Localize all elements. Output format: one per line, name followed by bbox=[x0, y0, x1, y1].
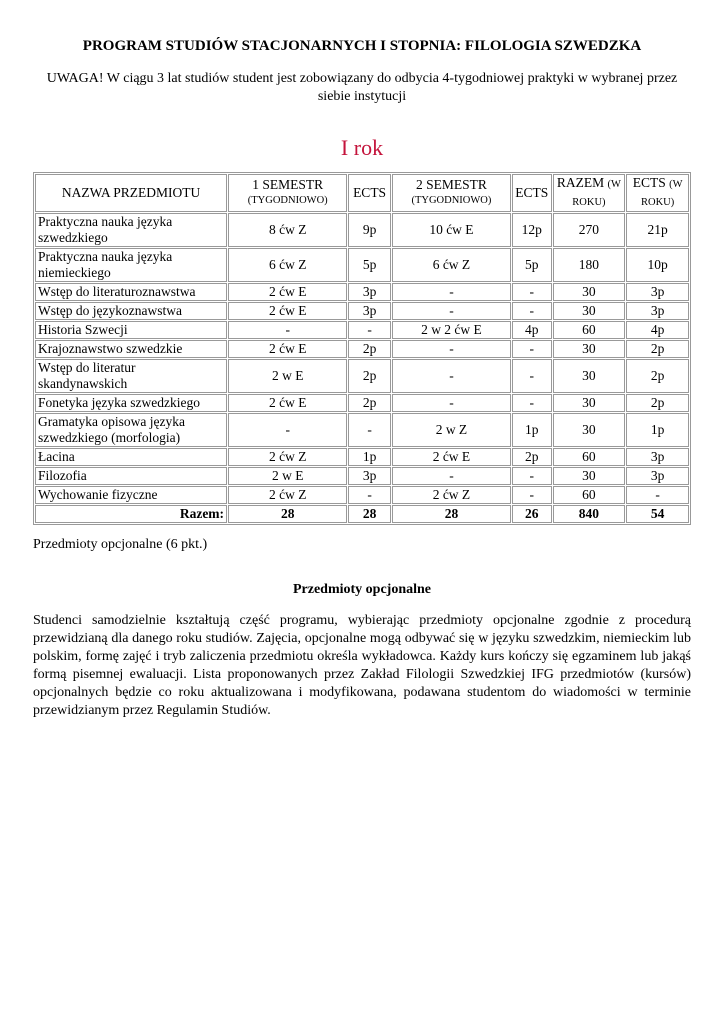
header-ects1: ECTS bbox=[348, 174, 390, 212]
header-ects-year bbox=[626, 174, 689, 212]
subject-name: Krajoznawstwo szwedzkie bbox=[35, 340, 227, 358]
sem2-hours: - bbox=[392, 340, 511, 358]
table-row bbox=[35, 359, 689, 393]
sem1-ects: 3p bbox=[348, 302, 390, 320]
year-hours: 60 bbox=[553, 321, 626, 339]
sem1-hours: 2 ćw Z bbox=[228, 448, 347, 466]
year-hours: 30 bbox=[553, 302, 626, 320]
year-hours: 270 bbox=[553, 213, 626, 247]
header-razem-label: RAZEM bbox=[556, 175, 605, 190]
sem2-hours: - bbox=[392, 394, 511, 412]
year-ects: 3p bbox=[626, 302, 689, 320]
year-hours: 30 bbox=[553, 283, 626, 301]
sem2-ects: - bbox=[512, 359, 551, 393]
header-sem2-sub: (TYGODNIOWO) bbox=[411, 195, 492, 206]
optional-credits-note: Przedmioty opcjonalne (6 pkt.) bbox=[33, 537, 208, 552]
optional-heading: Przedmioty opcjonalne bbox=[292, 582, 432, 597]
sem2-hours: 6 ćw Z bbox=[392, 248, 511, 282]
header-sem1 bbox=[228, 174, 347, 212]
year-ects: 3p bbox=[626, 283, 689, 301]
year-hours: 30 bbox=[553, 394, 626, 412]
sem2-ects: 12p bbox=[512, 213, 551, 247]
header-razem bbox=[553, 174, 626, 212]
header-ects2: ECTS bbox=[512, 174, 551, 212]
sem1-hours: 2 ćw E bbox=[228, 394, 347, 412]
totals-ects1: 28 bbox=[348, 505, 390, 523]
year-ects: 21p bbox=[626, 213, 689, 247]
table-row bbox=[35, 340, 689, 358]
table-row bbox=[35, 448, 689, 466]
sem2-hours: 10 ćw E bbox=[392, 213, 511, 247]
year-hours: 30 bbox=[553, 359, 626, 393]
sem1-ects: - bbox=[348, 413, 390, 447]
sem2-hours: - bbox=[392, 302, 511, 320]
sem2-ects: - bbox=[512, 394, 551, 412]
subject-name: Historia Szwecji bbox=[35, 321, 227, 339]
year-heading: I rok bbox=[340, 135, 384, 160]
sem1-hours: 2 ćw E bbox=[228, 302, 347, 320]
table-row bbox=[35, 486, 689, 504]
sem2-hours: - bbox=[392, 283, 511, 301]
sem2-hours: 2 ćw Z bbox=[392, 486, 511, 504]
sem1-ects: 2p bbox=[348, 394, 390, 412]
year-hours: 60 bbox=[553, 448, 626, 466]
table-row bbox=[35, 394, 689, 412]
sem1-ects: 1p bbox=[348, 448, 390, 466]
year-ects: 2p bbox=[626, 394, 689, 412]
table-row bbox=[35, 413, 689, 447]
sem1-hours: 2 ćw E bbox=[228, 283, 347, 301]
year-hours: 30 bbox=[553, 413, 626, 447]
year-ects: 4p bbox=[626, 321, 689, 339]
subject-name: Gramatyka opisowa języka szwedzkiego (morfologia) bbox=[35, 413, 227, 447]
sem1-hours: - bbox=[228, 413, 347, 447]
header-sem1-sub: (TYGODNIOWO) bbox=[247, 195, 328, 206]
sem1-hours: 2 w E bbox=[228, 467, 347, 485]
totals-label: Razem: bbox=[35, 505, 227, 523]
sem1-ects: 2p bbox=[348, 340, 390, 358]
sem1-ects: - bbox=[348, 321, 390, 339]
sem2-ects: 4p bbox=[512, 321, 551, 339]
header-ects-year-sub: (W ROKU) bbox=[641, 179, 683, 208]
header-sem2-label: 2 SEMESTR bbox=[415, 177, 487, 192]
year-ects: 1p bbox=[626, 413, 689, 447]
header-name: NAZWA PRZEDMIOTU bbox=[35, 174, 227, 212]
sem2-ects: 1p bbox=[512, 413, 551, 447]
table-row bbox=[35, 248, 689, 282]
year-ects: 2p bbox=[626, 359, 689, 393]
sem1-hours: 2 ćw Z bbox=[228, 486, 347, 504]
curriculum-table bbox=[33, 172, 691, 525]
header-sem1-label: 1 SEMESTR bbox=[252, 177, 324, 192]
header-ects-year-label: ECTS bbox=[632, 175, 666, 190]
sem2-hours: 2 ćw E bbox=[392, 448, 511, 466]
totals-sem1: 28 bbox=[228, 505, 347, 523]
subject-name: Wychowanie fizyczne bbox=[35, 486, 227, 504]
sem2-ects: - bbox=[512, 340, 551, 358]
year-ects: 2p bbox=[626, 340, 689, 358]
sem1-ects: 3p bbox=[348, 467, 390, 485]
year-hours: 30 bbox=[553, 340, 626, 358]
sem1-hours: 8 ćw Z bbox=[228, 213, 347, 247]
subject-name: Wstęp do językoznawstwa bbox=[35, 302, 227, 320]
practice-notice: UWAGA! W ciągu 3 lat studiów student jest zobowiązany do odbycia 4-tygodniowej praktyki w wybranej przez siebie instytucji bbox=[46, 71, 678, 104]
subject-name: Wstęp do literatur skandynawskich bbox=[35, 359, 227, 393]
year-hours: 180 bbox=[553, 248, 626, 282]
year-hours: 30 bbox=[553, 467, 626, 485]
document-title: PROGRAM STUDIÓW STACJONARNYCH I STOPNIA: FILOLOGIA SZWEDZKA bbox=[82, 38, 642, 54]
sem1-hours: 6 ćw Z bbox=[228, 248, 347, 282]
sem2-hours: - bbox=[392, 467, 511, 485]
sem1-hours: 2 w E bbox=[228, 359, 347, 393]
table-row bbox=[35, 213, 689, 247]
totals-ects2: 26 bbox=[512, 505, 551, 523]
optional-paragraph: Studenci samodzielnie kształtują część programu, wybierając przedmioty opcjonalne zgodnie z procedurą przewidzianą dla danego roku studiów. Zajęcia, opcjonalne mogą odbywać się w języku szwedzkim, niemieckim lub polskim, formę zajęć i tryb zaliczenia przedmiotu określa wykładowca. Każdy kurs kończy się egzaminem lub jakąś formą pisemnej ewaluacji. Lista proponowanych przez Zakład Filologii Szwedzkiej IFG przedmiotów (kursów) opcjonalnych będzie co roku aktualizowana i modyfikowana, podawana studentom do wiadomości w terminie przewidzianym przez Regulamin Studiów. bbox=[33, 613, 691, 718]
table-row bbox=[35, 467, 689, 485]
sem2-ects: 5p bbox=[512, 248, 551, 282]
year-ects: 10p bbox=[626, 248, 689, 282]
table-header-row bbox=[35, 174, 689, 212]
table-row bbox=[35, 321, 689, 339]
table-row bbox=[35, 283, 689, 301]
subject-name: Praktyczna nauka języka niemieckiego bbox=[35, 248, 227, 282]
subject-name: Fonetyka języka szwedzkiego bbox=[35, 394, 227, 412]
sem2-ects: 2p bbox=[512, 448, 551, 466]
totals-razem: 840 bbox=[553, 505, 626, 523]
totals-sem2: 28 bbox=[392, 505, 511, 523]
totals-row bbox=[35, 505, 689, 523]
sem1-ects: 3p bbox=[348, 283, 390, 301]
sem2-ects: - bbox=[512, 467, 551, 485]
subject-name: Praktyczna nauka języka szwedzkiego bbox=[35, 213, 227, 247]
sem2-hours: 2 w Z bbox=[392, 413, 511, 447]
year-hours: 60 bbox=[553, 486, 626, 504]
header-razem-sub: (W ROKU) bbox=[572, 179, 621, 208]
sem1-ects: 5p bbox=[348, 248, 390, 282]
table-row bbox=[35, 302, 689, 320]
header-sem2 bbox=[392, 174, 511, 212]
sem1-hours: 2 ćw E bbox=[228, 340, 347, 358]
subject-name: Wstęp do literaturoznawstwa bbox=[35, 283, 227, 301]
subject-name: Filozofia bbox=[35, 467, 227, 485]
sem1-ects: 2p bbox=[348, 359, 390, 393]
sem1-ects: - bbox=[348, 486, 390, 504]
sem2-hours: - bbox=[392, 359, 511, 393]
sem2-hours: 2 w 2 ćw E bbox=[392, 321, 511, 339]
sem2-ects: - bbox=[512, 486, 551, 504]
subject-name: Łacina bbox=[35, 448, 227, 466]
year-ects: - bbox=[626, 486, 689, 504]
totals-ects-year: 54 bbox=[626, 505, 689, 523]
sem2-ects: - bbox=[512, 283, 551, 301]
sem1-ects: 9p bbox=[348, 213, 390, 247]
year-ects: 3p bbox=[626, 448, 689, 466]
sem2-ects: - bbox=[512, 302, 551, 320]
year-ects: 3p bbox=[626, 467, 689, 485]
sem1-hours: - bbox=[228, 321, 347, 339]
